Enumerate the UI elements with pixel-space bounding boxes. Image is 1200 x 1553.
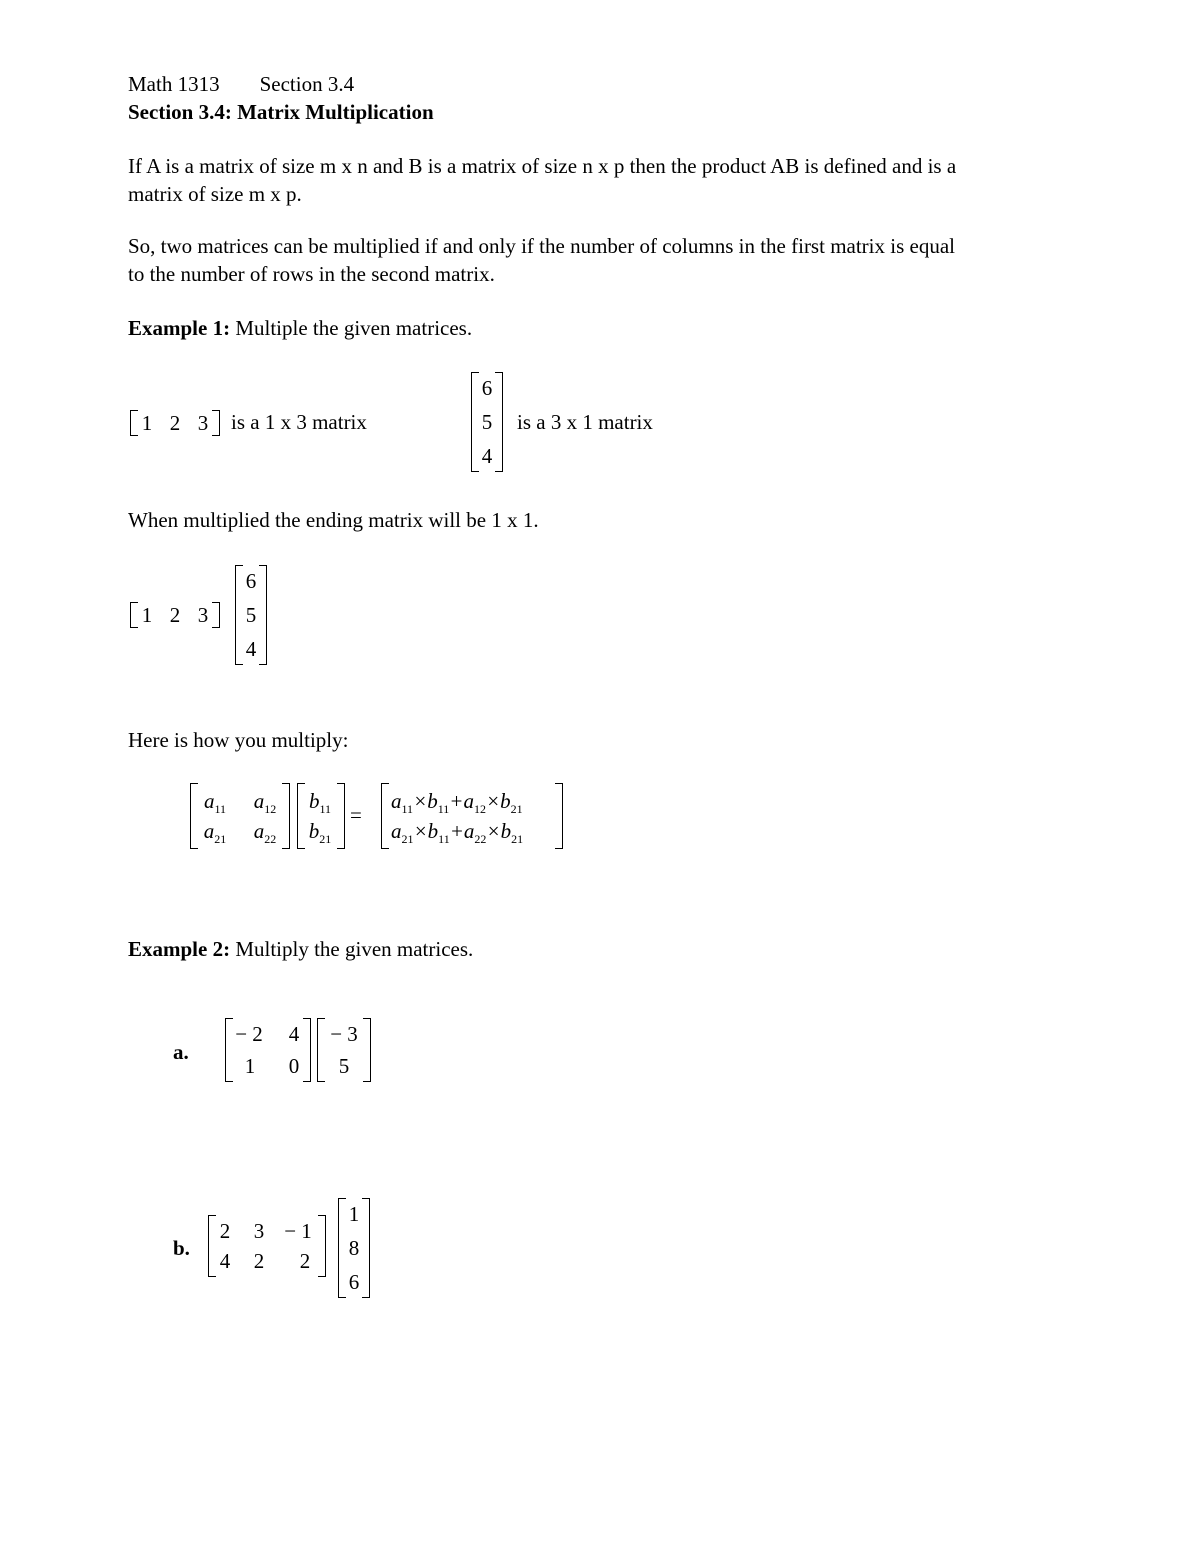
row-matrix-cell: 2 bbox=[169, 411, 181, 435]
definition-line-1: If A is a matrix of size m x n and B is a matrix of size n x p then the product AB is defined and is a bbox=[128, 154, 957, 178]
row-matrix-desc: is a 1 x 3 matrix bbox=[231, 410, 367, 434]
part-a-right-matrix bbox=[317, 1018, 371, 1082]
example1-text: Multiple the given matrices. bbox=[230, 316, 473, 340]
row-matrix-cell: 2 bbox=[169, 603, 181, 627]
matrix-result-row: $a_{11}\times b_{11}+a_{12}\times b_{21}$ bbox=[391, 789, 523, 817]
column-matrix-cell: 4 bbox=[245, 637, 257, 661]
matrix-a-cell: $a_{12}$ bbox=[253, 789, 277, 817]
example1-label: Example 1: bbox=[128, 316, 231, 340]
part-b-left-matrix bbox=[208, 1215, 326, 1277]
result-note: When multiplied the ending matrix will be 1 x 1. bbox=[128, 508, 539, 532]
equals-sign: = bbox=[350, 803, 362, 827]
matrix-result-row: $a_{21}\times b_{11}+a_{22}\times b_{21}$ bbox=[391, 819, 524, 847]
course-label: Math 1313 bbox=[128, 72, 220, 96]
matrix-cell: − 1 bbox=[284, 1219, 312, 1243]
row-matrix bbox=[130, 410, 220, 436]
matrix-a-cell: $a_{21}$ bbox=[203, 819, 227, 847]
matrix-b bbox=[297, 783, 345, 849]
example2-label: Example 2: bbox=[128, 937, 231, 961]
matrix-cell: 2 bbox=[253, 1249, 265, 1273]
column-matrix bbox=[471, 372, 503, 472]
part-a-left-matrix bbox=[225, 1018, 311, 1082]
example2-heading bbox=[128, 936, 473, 963]
matrix-cell: − 2 bbox=[235, 1022, 263, 1046]
matrix-cell: 0 bbox=[288, 1054, 300, 1078]
product-row-matrix bbox=[130, 602, 220, 628]
matrix-cell: 1 bbox=[348, 1202, 360, 1226]
section-label: Section 3.4 bbox=[259, 72, 355, 96]
product-column-matrix bbox=[235, 565, 267, 665]
part-b-right-matrix bbox=[338, 1198, 370, 1298]
matrix-a-cell: $a_{22}$ bbox=[253, 819, 277, 847]
matrix-b-cell: $b_{21}$ bbox=[308, 819, 332, 847]
row-matrix-cell: 1 bbox=[141, 603, 153, 627]
page-header bbox=[128, 71, 354, 98]
row-matrix-cell: 1 bbox=[141, 411, 153, 435]
matrix-a-cell: $a_{11}$ bbox=[203, 789, 227, 817]
rule-line-1: So, two matrices can be multiplied if and only if the number of columns in the first matrix is equal bbox=[128, 234, 955, 258]
matrix-cell: 3 bbox=[253, 1219, 265, 1243]
matrix-cell: − 3 bbox=[330, 1022, 358, 1046]
column-matrix-cell: 4 bbox=[481, 444, 493, 468]
matrix-cell: 8 bbox=[348, 1236, 360, 1260]
part-a-label: a. bbox=[173, 1040, 189, 1064]
matrix-result bbox=[381, 783, 563, 849]
column-matrix-cell: 6 bbox=[481, 376, 493, 400]
howto-text: Here is how you multiply: bbox=[128, 728, 349, 752]
example2-text: Multiply the given matrices. bbox=[230, 937, 474, 961]
rule-line-2: to the number of rows in the second matrix. bbox=[128, 262, 495, 286]
example1-heading bbox=[128, 315, 472, 342]
matrix-b-cell: $b_{11}$ bbox=[308, 789, 332, 817]
part-b-label: b. bbox=[173, 1236, 190, 1260]
matrix-a bbox=[190, 783, 290, 849]
definition-line-2: matrix of size m x p. bbox=[128, 182, 302, 206]
matrix-cell: 2 bbox=[299, 1249, 311, 1273]
matrix-cell: 6 bbox=[348, 1270, 360, 1294]
matrix-cell: 4 bbox=[219, 1249, 231, 1273]
matrix-cell: 4 bbox=[288, 1022, 300, 1046]
column-matrix-cell: 5 bbox=[245, 603, 257, 627]
column-matrix-cell: 6 bbox=[245, 569, 257, 593]
row-matrix-cell: 3 bbox=[197, 603, 209, 627]
matrix-cell: 2 bbox=[219, 1219, 231, 1243]
column-matrix-cell: 5 bbox=[481, 410, 493, 434]
column-matrix-desc: is a 3 x 1 matrix bbox=[517, 410, 653, 434]
matrix-cell: 1 bbox=[244, 1054, 256, 1078]
page-title: Section 3.4: Matrix Multiplication bbox=[128, 100, 434, 124]
row-matrix-cell: 3 bbox=[197, 411, 209, 435]
matrix-cell: 5 bbox=[338, 1054, 350, 1078]
